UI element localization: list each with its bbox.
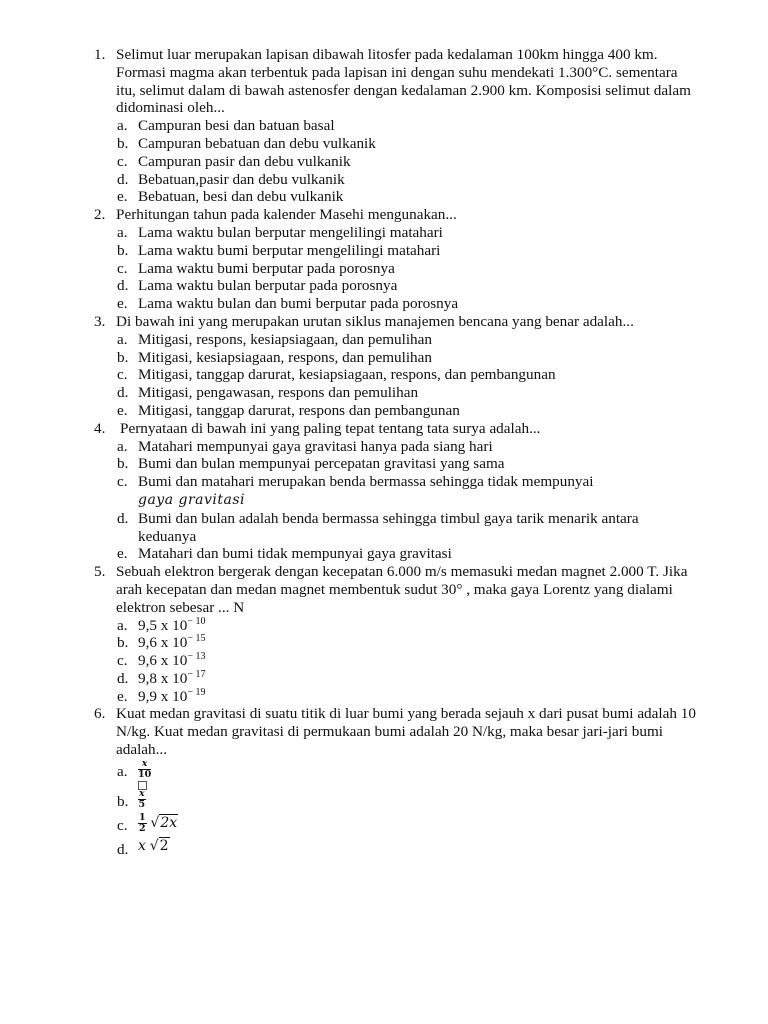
option-base: 9,8 x 10 bbox=[138, 669, 188, 687]
option-text: Lama waktu bumi berputar pada porosnya bbox=[138, 259, 395, 277]
option-text: Mitigasi, pengawasan, respons dan pemulihan bbox=[138, 384, 419, 402]
question-list bbox=[0, 46, 700, 857]
question-2 bbox=[0, 206, 700, 313]
option-letter: a. bbox=[117, 330, 128, 348]
option-letter: a. bbox=[117, 117, 128, 135]
option-letter: d. bbox=[117, 384, 129, 402]
fraction-denominator: 10 bbox=[138, 768, 152, 780]
option-letter: d. bbox=[117, 170, 129, 188]
option-base: 9,6 x 10 bbox=[138, 652, 188, 670]
question-number: 1. bbox=[94, 46, 106, 63]
option-letter: d. bbox=[117, 669, 129, 687]
fraction-wrap bbox=[138, 759, 151, 780]
fraction-numerator: x bbox=[139, 787, 145, 799]
option-letter: c. bbox=[117, 473, 128, 491]
option-letter: a. bbox=[117, 616, 128, 634]
fraction-wrap bbox=[138, 813, 178, 834]
option-text: Bumi dan bulan adalah benda bermassa sehingga timbul gaya tarik menarik antara keduanya bbox=[138, 509, 639, 545]
option-text: Lama waktu bulan berputar mengelilingi matahari bbox=[138, 223, 443, 241]
option-text: Lama waktu bulan berputar pada porosnya bbox=[138, 277, 398, 295]
radicand: 2x bbox=[160, 814, 178, 831]
option-a[interactable] bbox=[0, 759, 700, 783]
option-text: Bebatuan, besi dan debu vulkanik bbox=[138, 188, 344, 206]
option-letter: e. bbox=[117, 545, 128, 563]
option-exponent: − 19 bbox=[187, 686, 206, 698]
option-letter: b. bbox=[117, 455, 129, 473]
option-letter: b. bbox=[117, 134, 129, 152]
option-b[interactable] bbox=[0, 634, 700, 652]
option-text: Campuran besi dan batuan basal bbox=[138, 117, 335, 135]
option-text: Lama waktu bumi berputar mengelilingi matahari bbox=[138, 241, 441, 259]
question-number: 5. bbox=[94, 563, 106, 581]
option-text: Mitigasi, kesiapsiagaan, respons, dan pemulihan bbox=[138, 348, 432, 366]
option-letter: b. bbox=[117, 348, 129, 366]
option-b[interactable] bbox=[0, 455, 700, 473]
question-4 bbox=[0, 420, 700, 563]
fraction-denominator: 5 bbox=[138, 798, 146, 810]
option-d[interactable] bbox=[0, 171, 700, 189]
option-text: Lama waktu bulan dan bumi berputar pada porosnya bbox=[138, 295, 459, 313]
option-letter: b. bbox=[117, 634, 129, 652]
question-text: Di bawah ini yang merupakan urutan siklus manajemen bencana yang benar adalah... bbox=[116, 312, 634, 330]
question-5 bbox=[0, 563, 700, 705]
option-a[interactable] bbox=[0, 438, 700, 456]
option-d[interactable] bbox=[0, 277, 700, 295]
option-exponent: − 13 bbox=[187, 651, 206, 663]
option-a[interactable] bbox=[0, 617, 700, 635]
option-math-text: gaya gravitasi bbox=[138, 491, 246, 508]
radical-icon: √ bbox=[150, 814, 160, 831]
option-d[interactable] bbox=[0, 837, 700, 857]
fraction-denominator: 2 bbox=[139, 822, 146, 834]
option-letter: b. bbox=[117, 241, 129, 259]
option-e[interactable] bbox=[0, 188, 700, 206]
option-b[interactable] bbox=[0, 349, 700, 367]
option-base: 9,9 x 10 bbox=[138, 687, 188, 705]
option-text: Campuran pasir dan debu vulkanik bbox=[138, 152, 351, 170]
option-text: Mitigasi, tanggap darurat, respons dan pembangunan bbox=[138, 401, 460, 419]
math-variable: x bbox=[138, 837, 146, 854]
option-letter: c. bbox=[117, 816, 128, 834]
option-letter: d. bbox=[117, 509, 129, 527]
option-a[interactable] bbox=[0, 224, 700, 242]
option-letter: a. bbox=[117, 223, 128, 241]
question-3 bbox=[0, 313, 700, 420]
option-c[interactable] bbox=[0, 813, 700, 835]
option-d[interactable] bbox=[0, 670, 700, 688]
question-6 bbox=[0, 705, 700, 856]
fraction-wrap bbox=[138, 789, 146, 810]
radical-icon: √ bbox=[149, 837, 159, 854]
question-number: 4. bbox=[94, 419, 106, 437]
option-c[interactable] bbox=[0, 260, 700, 278]
option-text: Campuran bebatuan dan debu vulkanik bbox=[138, 134, 376, 152]
option-base: 9,6 x 10 bbox=[138, 634, 188, 652]
expression-wrap bbox=[138, 837, 170, 856]
fraction-numerator: 1 bbox=[139, 811, 146, 823]
fraction bbox=[138, 813, 147, 834]
fraction bbox=[138, 759, 151, 780]
square-root bbox=[150, 837, 170, 854]
option-letter: c. bbox=[117, 366, 128, 384]
option-text: Bebatuan,pasir dan debu vulkanik bbox=[138, 170, 345, 188]
option-text: Mitigasi, respons, kesiapsiagaan, dan pemulihan bbox=[138, 330, 432, 348]
option-base: 9,5 x 10 bbox=[138, 616, 188, 634]
option-exponent: − 15 bbox=[187, 633, 206, 645]
option-letter: e. bbox=[117, 687, 128, 705]
option-letter: c. bbox=[117, 652, 128, 670]
option-d[interactable] bbox=[0, 510, 700, 546]
option-letter: c. bbox=[117, 259, 128, 277]
fraction-numerator: x bbox=[138, 759, 151, 770]
option-c[interactable] bbox=[0, 153, 700, 171]
option-letter: d. bbox=[117, 277, 129, 295]
question-number: 2. bbox=[94, 206, 106, 224]
question-1 bbox=[0, 46, 700, 206]
option-e[interactable] bbox=[0, 295, 700, 313]
question-text: Sebuah elektron bergerak dengan kecepatan 6.000 m/s memasuki medan magnet 2.000 T. Jika arah kecepatan dan medan magnet membentuk sudut 30° , maka gaya Lorentz yang dialami elektron sebesar ... N bbox=[116, 563, 688, 616]
option-letter: e. bbox=[117, 188, 128, 206]
option-exponent: − 10 bbox=[187, 615, 206, 627]
option-letter: e. bbox=[117, 295, 128, 313]
option-text: Mitigasi, tanggap darurat, kesiapsiagaan, respons, dan pembangunan bbox=[138, 366, 556, 384]
option-text: Bumi dan matahari merupakan benda bermassa sehingga tidak mempunyai bbox=[138, 473, 594, 491]
option-letter: a. bbox=[117, 437, 128, 455]
option-text: Matahari mempunyai gaya gravitasi hanya pada siang hari bbox=[138, 437, 493, 455]
option-letter: c. bbox=[117, 152, 128, 170]
option-a[interactable] bbox=[0, 117, 700, 135]
square-root bbox=[150, 814, 178, 831]
question-number: 6. bbox=[94, 705, 106, 723]
option-c[interactable] bbox=[0, 652, 700, 670]
option-c[interactable] bbox=[0, 366, 700, 384]
fraction bbox=[138, 789, 146, 810]
question-text: Selimut luar merupakan lapisan dibawah litosfer pada kedalaman 100km hingga 400 km. Formasi magma akan terbentuk pada lapisan ini dengan suhu mendekati 1.300°C. sementara itu, selimut dalam di bawah astenosfer dengan kedalaman 2.900 km. Komposisi selimut dalam didominasi oleh... bbox=[116, 46, 691, 117]
option-d[interactable] bbox=[0, 384, 700, 402]
option-b[interactable] bbox=[0, 135, 700, 153]
option-letter: e. bbox=[117, 401, 128, 419]
question-text: Perhitungan tahun pada kalender Masehi mengunakan... bbox=[116, 206, 457, 224]
option-letter: d. bbox=[117, 840, 129, 858]
option-text: Bumi dan bulan mempunyai percepatan gravitasi yang sama bbox=[138, 455, 505, 473]
option-b[interactable] bbox=[0, 789, 700, 811]
question-text: Pernyataan di bawah ini yang paling tepat tentang tata surya adalah... bbox=[120, 419, 541, 437]
option-a[interactable] bbox=[0, 331, 700, 349]
radicand: 2 bbox=[159, 837, 169, 854]
option-letter: a. bbox=[117, 762, 128, 780]
option-exponent: − 17 bbox=[187, 668, 206, 680]
option-e[interactable] bbox=[0, 545, 700, 563]
option-e[interactable] bbox=[0, 402, 700, 420]
question-text: Kuat medan gravitasi di suatu titik di luar bumi yang berada sejauh x dari pusat bumi adalah 10 N/kg. Kuat medan gravitasi di permukaan bumi adalah 20 N/kg, maka besar jari-jari bumi adalah... bbox=[116, 705, 696, 759]
option-b[interactable] bbox=[0, 242, 700, 260]
option-c[interactable] bbox=[0, 473, 700, 510]
option-text: Matahari dan bumi tidak mempunyai gaya gravitasi bbox=[138, 545, 452, 563]
option-letter: b. bbox=[117, 792, 129, 810]
option-e[interactable] bbox=[0, 688, 700, 706]
question-number: 3. bbox=[94, 312, 106, 330]
